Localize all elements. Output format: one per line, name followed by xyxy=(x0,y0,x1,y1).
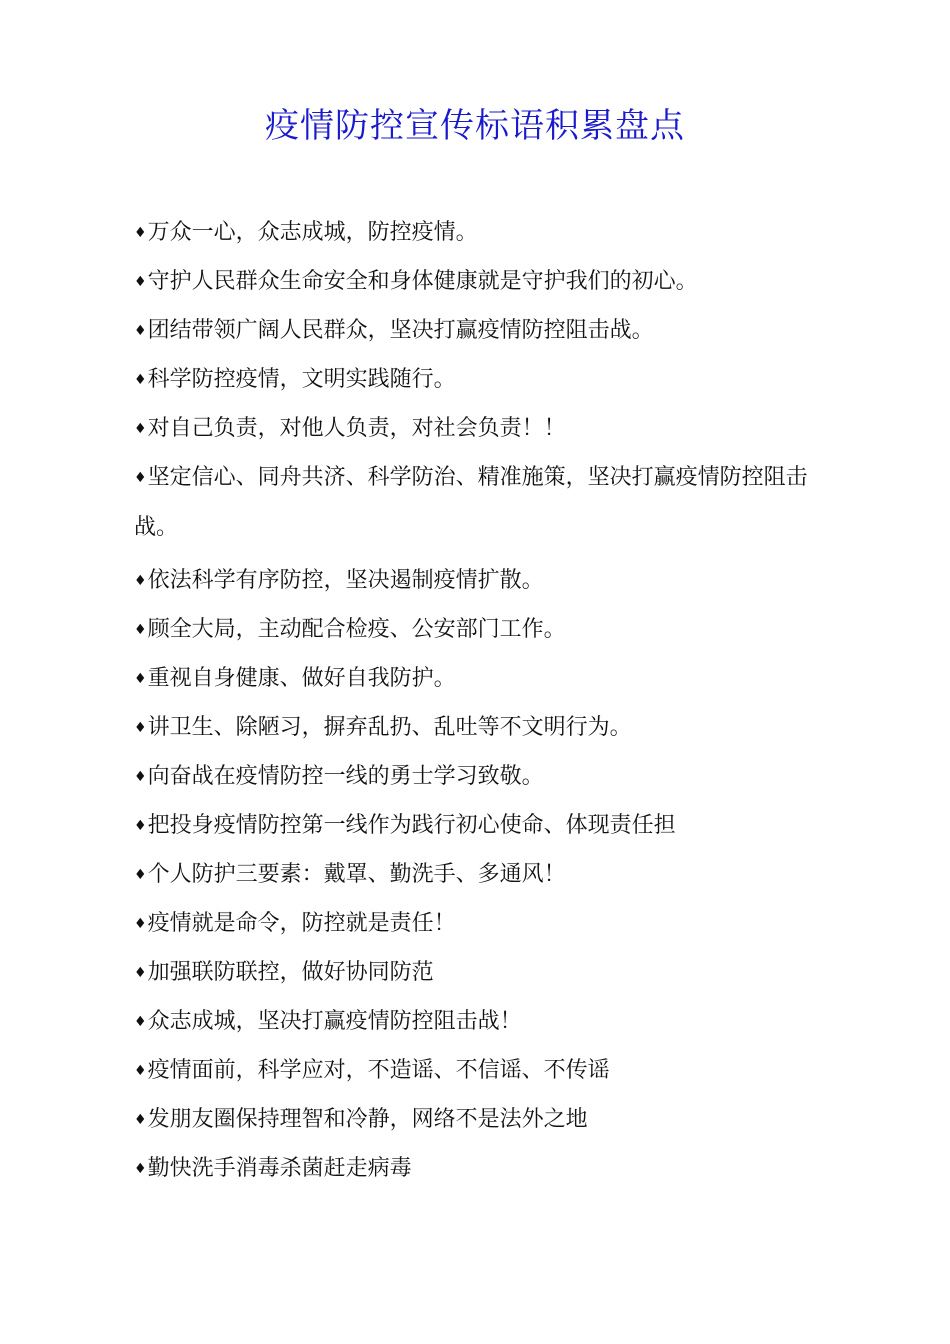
list-item xyxy=(134,404,819,453)
slogan-text: 科学防控疫情，文明实践随行。 xyxy=(147,367,456,392)
diamond-bullet-icon: ♦ xyxy=(134,720,147,736)
slogan-text: 依法科学有序防控，坚决遏制疫情扩散。 xyxy=(147,568,544,593)
slogan-text: 众志成城，坚决打赢疫情防控阻击战！ xyxy=(147,1009,522,1034)
diamond-bullet-icon: ♦ xyxy=(134,867,147,883)
slogan-text: 疫情就是命令，防控就是责任！ xyxy=(147,911,456,936)
diamond-bullet-icon: ♦ xyxy=(134,769,147,785)
diamond-bullet-icon: ♦ xyxy=(134,225,147,241)
diamond-bullet-icon: ♦ xyxy=(134,323,147,339)
document-title: 疫情防控宣传标语积累盘点 xyxy=(265,106,685,146)
list-item xyxy=(134,899,819,948)
diamond-bullet-icon: ♦ xyxy=(134,1161,147,1177)
slogan-text: 顾全大局，主动配合检疫、公安部门工作。 xyxy=(147,617,566,642)
list-item xyxy=(134,752,819,801)
list-item xyxy=(134,801,819,850)
slogan-text: 向奋战在疫情防控一线的勇士学习致敬。 xyxy=(147,764,544,789)
slogan-text: 个人防护三要素：戴罩、勤洗手、多通风！ xyxy=(147,862,566,887)
slogan-text: 加强联防联控，做好协同防范 xyxy=(147,960,434,985)
diamond-bullet-icon: ♦ xyxy=(134,671,147,687)
diamond-bullet-icon: ♦ xyxy=(134,818,147,834)
diamond-bullet-icon: ♦ xyxy=(134,916,147,932)
list-item xyxy=(134,605,819,654)
list-item xyxy=(134,1095,819,1144)
list-item xyxy=(134,257,819,306)
list-item xyxy=(134,1144,819,1193)
diamond-bullet-icon: ♦ xyxy=(134,965,147,981)
diamond-bullet-icon: ♦ xyxy=(134,372,147,388)
slogan-text: 把投身疫情防控第一线作为践行初心使命、体现责任担 xyxy=(147,813,676,838)
list-item xyxy=(134,850,819,899)
list-item xyxy=(134,654,819,703)
list-item xyxy=(134,948,819,997)
slogan-text: 坚定信心、同舟共济、科学防治、精准施策，坚决打赢疫情防控阻击战。 xyxy=(134,465,808,540)
slogan-text: 重视自身健康、做好自我防护。 xyxy=(147,666,456,691)
diamond-bullet-icon: ♦ xyxy=(134,573,147,589)
list-item xyxy=(134,703,819,752)
slogan-text: 守护人民群众生命安全和身体健康就是守护我们的初心。 xyxy=(147,269,698,294)
slogan-text: 讲卫生、除陋习，摒弃乱扔、乱吐等不文明行为。 xyxy=(147,715,632,740)
diamond-bullet-icon: ♦ xyxy=(134,1112,147,1128)
list-item xyxy=(134,355,819,404)
slogan-list xyxy=(134,208,819,1193)
list-item xyxy=(134,556,819,605)
list-item xyxy=(134,208,819,257)
list-item xyxy=(134,453,819,552)
slogan-text: 疫情面前，科学应对，不造谣、不信谣、不传谣 xyxy=(147,1058,610,1083)
slogan-text: 团结带领广阔人民群众，坚决打赢疫情防控阻击战。 xyxy=(147,318,654,343)
slogan-text: 万众一心，众志成城，防控疫情。 xyxy=(147,220,478,245)
diamond-bullet-icon: ♦ xyxy=(134,274,147,290)
diamond-bullet-icon: ♦ xyxy=(134,470,147,486)
diamond-bullet-icon: ♦ xyxy=(134,421,147,437)
slogan-text: 勤快洗手消毒杀菌赶走病毒 xyxy=(147,1156,412,1181)
slogan-text: 发朋友圈保持理智和冷静，网络不是法外之地 xyxy=(147,1107,588,1132)
diamond-bullet-icon: ♦ xyxy=(134,1063,147,1079)
diamond-bullet-icon: ♦ xyxy=(134,1014,147,1030)
list-item xyxy=(134,1046,819,1095)
list-item xyxy=(134,997,819,1046)
slogan-text: 对自己负责，对他人负责，对社会负责！！ xyxy=(147,416,566,441)
diamond-bullet-icon: ♦ xyxy=(134,622,147,638)
list-item xyxy=(134,306,819,355)
